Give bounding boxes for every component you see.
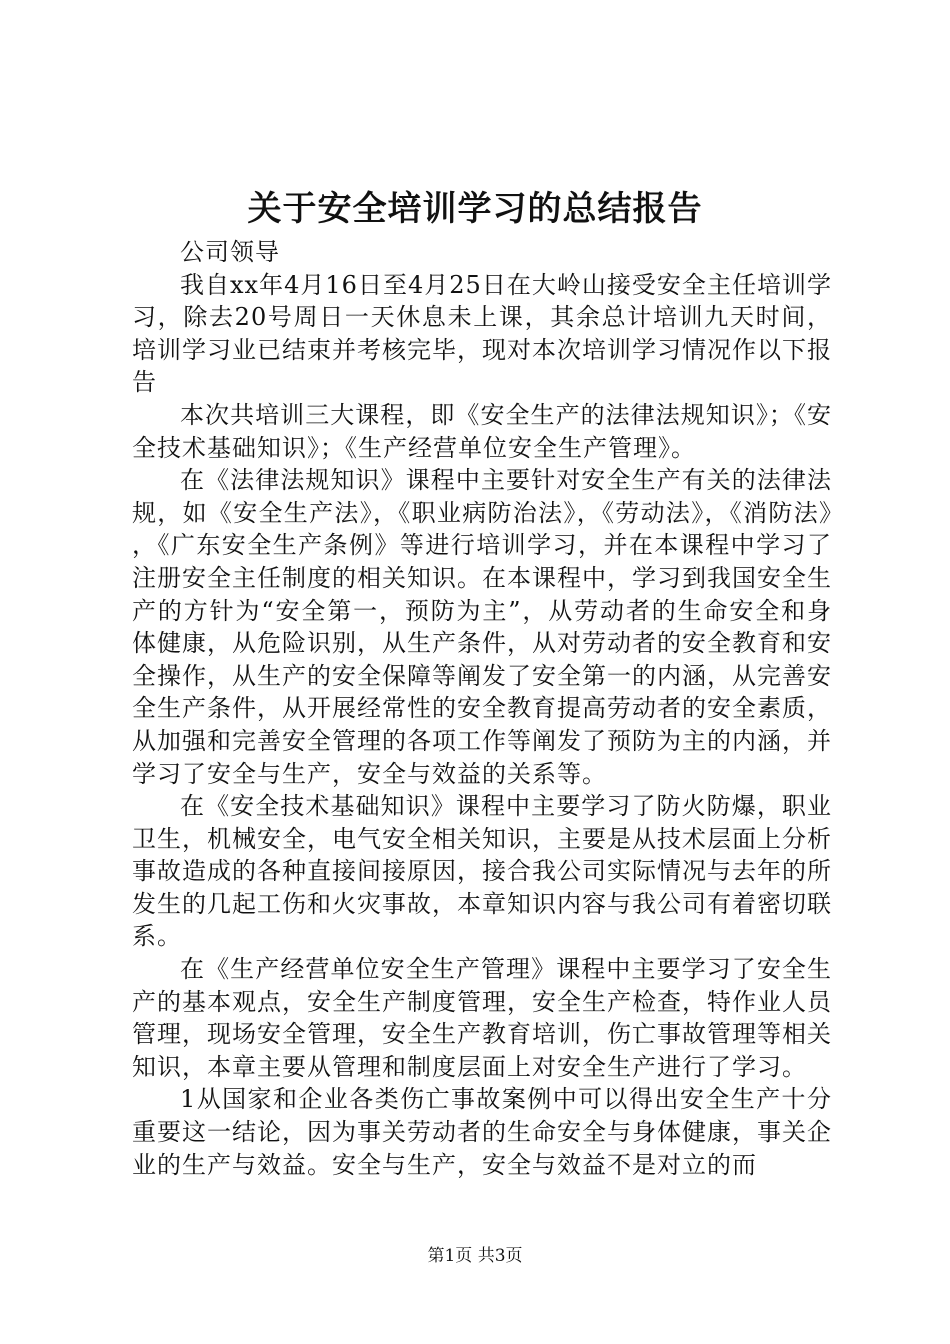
paragraph-tech-course: 在《安全技术基础知识》课程中主要学习了防火防爆，职业卫生，机械安全，电气安全相关知识，主要是从技术层面上分析事故造成的各种直接间接原因，接合我公司实际情况与去年的所发生的几起工伤和火灾事故，本章知识内容与我公司有着密切联系。 [132, 792, 832, 951]
paragraph-intro: 我自xx年4月16日至4月25日在大岭山接受安全主任培训学习，除去20号周日一天休息未上课，其余总计培训九天时间，培训学习业已结束并考核完毕，现对本次培训学习情况作以下报告 [132, 270, 832, 397]
paragraph-management-course: 在《生产经营单位安全生产管理》课程中主要学习了安全生产的基本观点，安全生产制度管理，安全生产检查，特作业人员管理，现场安全管理，安全生产教育培训，伤亡事故管理等相关知识，本章主要从管理和制度层面上对安全生产进行了学习。 [132, 955, 832, 1081]
page-indicator: 第1页 共3页 [427, 1246, 523, 1266]
document-title: 关于安全培训学习的总结报告 [247, 189, 703, 229]
salutation: 公司领导 [180, 238, 280, 266]
paragraph-conclusion-1: 1从国家和企业各类伤亡事故案例中可以得出安全生产十分重要这一结论，因为事关劳动者的生命安全与身体健康，事关企业的生产与效益。安全与生产，安全与效益不是对立的而 [132, 1085, 832, 1179]
paragraph-law-course: 在《法律法规知识》课程中主要针对安全生产有关的法律法规，如《安全生产法》，《职业病防治法》，《劳动法》，《消防法》，《广东安全生产条例》等进行培训学习，并在本课程中学习了注册安全主任制度的相关知识。在本课程中，学习到我国安全生产的方针为“安全第一，预防为主”，从劳动者的生命安全和身体健康，从危险识别，从生产条件，从对劳动者的安全教育和安全操作，从生产的安全保障等阐发了安全第一的内涵，从完善安全生产条件，从开展经常性的安全教育提高劳动者的安全素质，从加强和完善安全管理的各项工作等阐发了预防为主的内涵，并学习了安全与生产，安全与效益的关系等。 [132, 466, 832, 788]
document-body [132, 236, 832, 1181]
paragraph-courses: 本次共培训三大课程，即《安全生产的法律法规知识》；《安全技术基础知识》；《生产经营单位安全生产管理》。 [132, 400, 832, 462]
